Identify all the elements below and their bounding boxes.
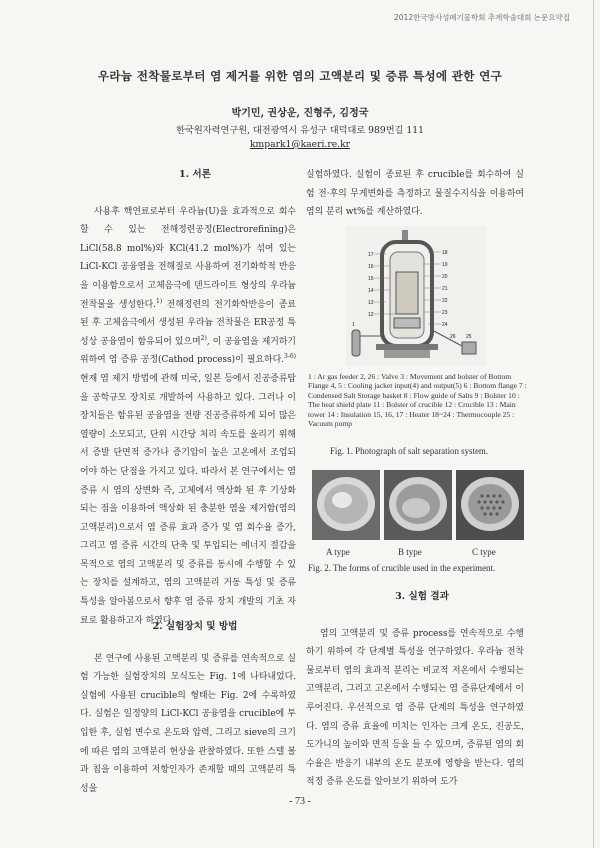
fig1-label-26: 26	[450, 334, 456, 340]
fig1-label-1: 1	[352, 322, 355, 328]
fig1-label-25: 25	[466, 334, 472, 340]
ref-2: 2)	[200, 334, 207, 342]
ref-1: 1)	[156, 297, 163, 305]
bolster	[384, 350, 430, 358]
page-number: - 73 -	[289, 796, 311, 807]
crucible-b-label: B type	[398, 547, 422, 557]
fig1-label-15: 15	[368, 276, 374, 282]
salt-separation-system-figure	[346, 226, 486, 366]
right-column-lower	[306, 588, 524, 792]
email-link[interactable]: kmpark1@kaeri.re.kr	[249, 139, 351, 150]
fig1-label-22: 22	[442, 298, 448, 304]
affiliation: 한국원자력연구원, 대전광역시 유성구 대덕대로 989번길 111	[176, 125, 424, 136]
exp-heading: 2. 실험장치 및 방법	[152, 621, 238, 632]
fig1-label-19: 19	[442, 262, 448, 268]
paper-title: 우라늄 전착물로부터 염 제거를 위한 염의 고액분리 및 증류 특성에 관한 연구	[97, 69, 503, 83]
fig1-caption: Fig. 1. Photograph of salt separation system.	[330, 446, 489, 456]
exp-paragraph: 본 연구에 사용된 고액분리 및 증류를 연속적으로 실험 가능한 실험장치의 모식도는 Fig. 1에 나타내었다. 실험에 사용된 crucible의 형태는 Fig. 2에 수록하였다. 실험은 일정양의 LiCl-KCl 공융염을 crucible에 투입한 후, 실험 변수로 온도와 압력, 그리고 sieve의 크기에 따른 염의 고액분리 현상을 관찰하였다. 또한 스텔 볼과 칩을 이용하여 저항인자가 존재할 때의 고액분리 특성을	[80, 653, 296, 794]
fig1-label-14: 14	[368, 288, 374, 294]
ar-gas-cylinder	[352, 330, 360, 356]
conference-header: 2012한국방사성폐기물학회 추계학술대회 논문요약집	[394, 13, 570, 22]
fig1-label-13: 13	[368, 300, 374, 306]
results-paragraph: 염의 고액분리 및 증류 process를 연속적으로 수행하기 위하여 각 단계별 특성을 연구하였다. 우라늄 전착물로부터 염의 효과적 분리는 비교적 저온에서 수행되는 고액분리, 그리고 고온에서 수행되는 염 증류단계에서 이루어진다. 우선적으로 염 증류 단계의 특성을 연구하였다. 염의 증류 효율에 미치는 인자는 크게 온도, 진공도, 도가니의 높이와 면적 등을 들 수 있으며, 증류된 염의 회수율은 반응기 내부의 온도 분포에 영향을 받는다. 염의 적정 증류 온도를 알아보기 위하여 도가	[306, 628, 524, 788]
fig1-label-24: 24	[442, 322, 448, 328]
fig1-label-20: 20	[442, 274, 448, 280]
salt-storage-basket	[394, 318, 420, 328]
left-column	[80, 166, 296, 630]
vacuum-pump	[462, 342, 476, 354]
crucible	[396, 272, 418, 314]
right-column-top	[306, 166, 524, 222]
crucible-b-photo	[384, 470, 452, 540]
right-paragraph: 실험하였다. 실험이 종료된 후 crucible를 회수하여 실험 전·후의 무게변화를 측정하고 물질수지식을 이용하여 염의 분리 wt%를 계산하였다.	[306, 170, 524, 218]
left-column-lower	[80, 618, 296, 798]
ref-3: 3-6)	[283, 353, 296, 361]
authors: 박기민, 권상운, 진형주, 김정국	[231, 108, 369, 119]
bottom-flange	[376, 344, 438, 350]
email	[0, 139, 600, 150]
intro-heading: 1. 서론	[179, 169, 211, 180]
fig1-label-23: 23	[442, 310, 448, 316]
intro-paragraph: 사용후 핵연료로부터 우라늄(U)을 효과적으로 회수할 수 있는 전해정련공정(Electrorefining)은 LiCl(58.8 mol%)와 KCl(41.2 mol%)가 섞여 있는 LiCl-KCl 공융염을 전해질로 사용하여 전기화학적 반응을 이용함으로서 고체음극에 덴드라이트 형상의 우라늄 전착물을 생성한다.$^{1)}$ 전해정련의 전기화학반응이 종료된 후 고체음극에서 생성된 우라늄 전착물은 ER공정 특성상 공융염이 함유되어 있으며$^{2)}$, 이 공융염을 제거하기 위하여 염 증류 공정(Cathod process)이 필요하다.$^{3-6)}$ 현재 염 제거 방법에 관해 미국, 일본 등에서 진공증류탑을 공학규모 장치로 개발하여 사용하고 있다. 그러나 이 장치들은 함유된 공융염을 전량 진공증류하게 되어 많은 열량이 소모되고, 단위 시간당 처리 속도를 올리기 위해서 증발 단면적 증가나 증기압이 높은 고온에서 조업되어야 하는 단점을 가지고 있다. 따라서 본 연구에서는 염 증류 시 염의 상변화 즉, 고체에서 액상화 된 후 기상화 되는 점을 이용하여 액상화 된 충분한 염을 제거함(염의 고액분리)으로서 염 증류 효과 증가 및 염 회수율 증가, 그리고 염 증류 시간의 단축 및 투입되는 에너지 절감을 목적으로 염의 고액분리 및 증류를 동시에 수행할 수 있는 장치를 설계하고, 염의 고액분리 거동 특성 및 증류 특성을 알아봄으로서 향후 염 증류 장치 개발의 기초 자료로 활용하고자 하였다.	[80, 206, 296, 626]
fig2-caption: Fig. 2. The forms of crucible used in the experiment.	[308, 563, 496, 573]
crucible-a-photo	[312, 470, 380, 540]
results-heading: 3. 실험 결과	[395, 591, 449, 602]
fig1-label-12: 12	[368, 312, 374, 318]
fig1-label-18: 18	[442, 250, 448, 256]
scan-edge	[593, 0, 594, 848]
fig1-label-21: 21	[442, 286, 448, 292]
crucible-c-label: C type	[472, 547, 496, 557]
fig1-label-17: 17	[368, 252, 374, 258]
fig1-label-16: 16	[368, 264, 374, 270]
crucible-c-photo	[456, 470, 524, 540]
fig1-legend: 1 : Ar gas feeder 2, 26 : Valve 3 : Movement and bolster of Bottom Flange 4, 5 : Cooling jacket input(4) and output(5) 6 : Bottom flange 7 : Condensed Salt Storage basket 8 : Flow guide of Salts 9 : Bolster 10 : The heat shield plate 11 : Bolster of crucible 12 : Crucible 13 : Main tower 14 : Insulation 15, 16, 17 : Heater 18~24 : Thermocouple 25 : Vacuum pump	[308, 372, 527, 429]
crucible-a-label: A type	[326, 547, 350, 557]
